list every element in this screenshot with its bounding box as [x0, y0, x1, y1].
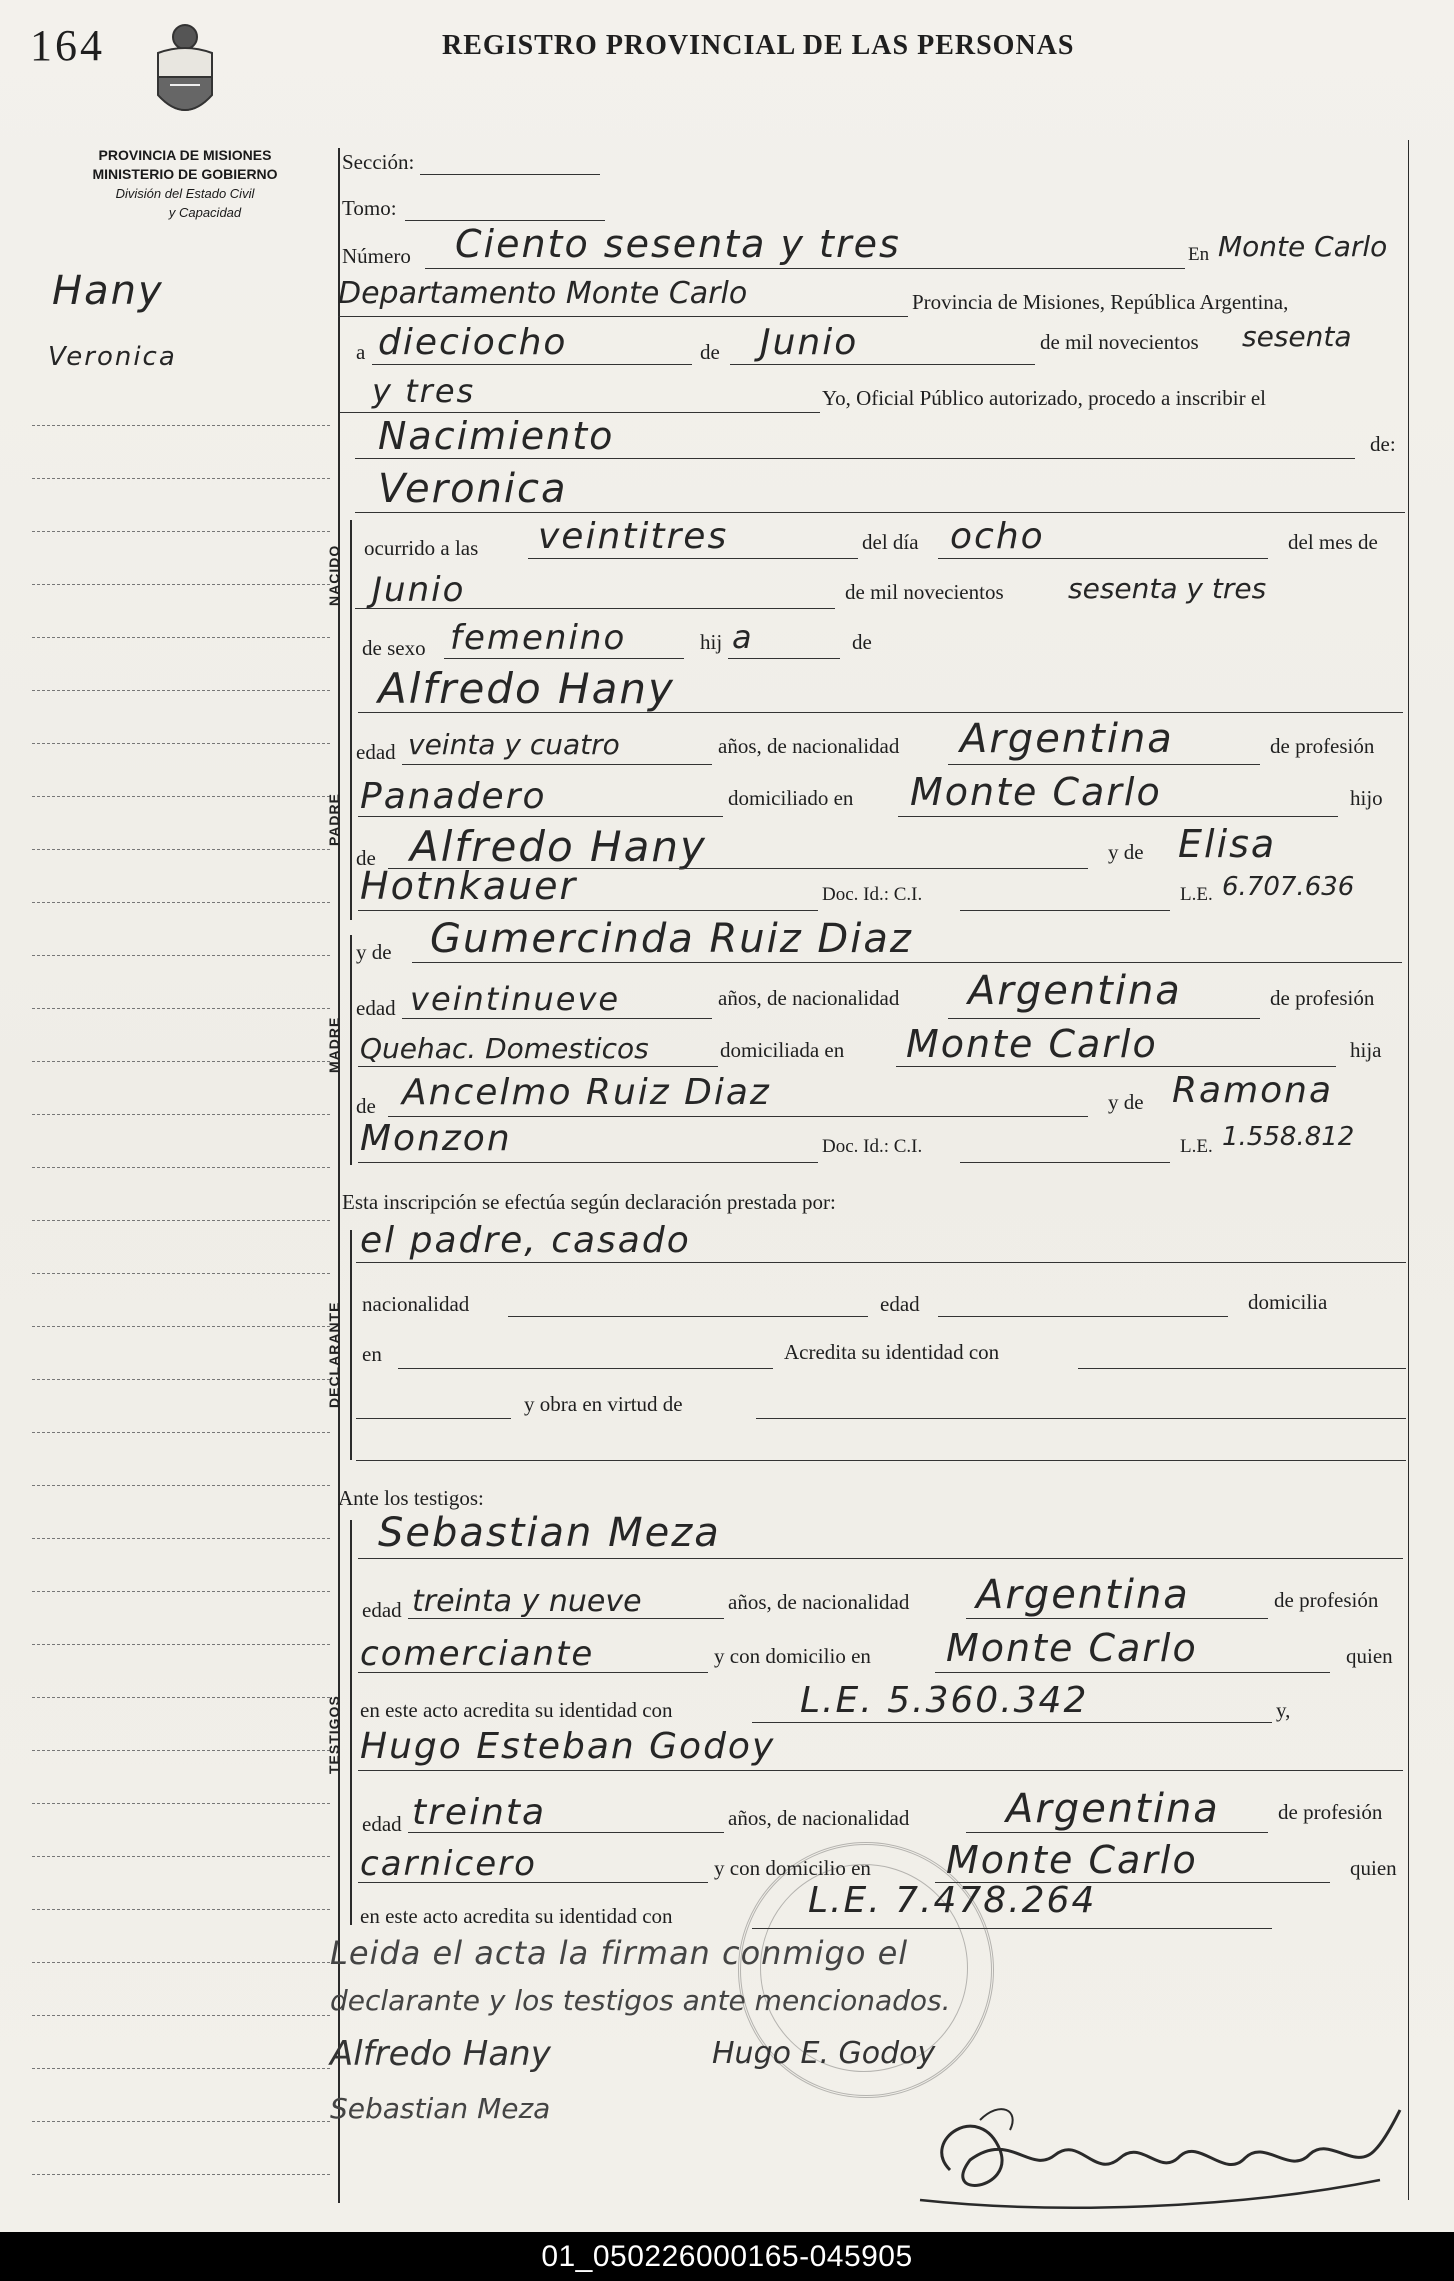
margin-rule [32, 1167, 330, 1168]
label-testigo1-nacionalidad: años, de nacionalidad [728, 1590, 910, 1614]
closing-line-1: Leida el acta la firman conmigo el [330, 1934, 909, 1972]
margin-given-name: Veronica [48, 342, 177, 372]
margin-rule [32, 1273, 330, 1274]
field-testigo2-nacionalidad: Argentina [1006, 1786, 1220, 1832]
rule [420, 174, 600, 175]
rule [960, 1162, 1170, 1163]
rule [938, 558, 1268, 559]
rule [358, 1558, 1403, 1559]
label-hija: hija [1350, 1038, 1382, 1062]
field-departamento: Departamento Monte Carlo [338, 276, 748, 311]
margin-rule [32, 1061, 330, 1062]
label-tomo: Tomo: [342, 196, 397, 220]
label-ante-testigos: Ante los testigos: [338, 1486, 484, 1510]
margin-rule [32, 1644, 330, 1645]
field-anio-1: sesenta [1242, 320, 1352, 353]
margin-rule [32, 1008, 330, 1009]
file-id-bar: 01_050226000165-045905 [0, 2232, 1454, 2281]
field-testigo2-edad: treinta [412, 1792, 547, 1833]
margin-rule [32, 1432, 330, 1433]
document-title: REGISTRO PROVINCIAL DE LAS PERSONAS [442, 30, 1075, 61]
label-testigo2-edad: edad [362, 1812, 402, 1836]
margin-rule [32, 531, 330, 532]
field-abuelo-paterno: Alfredo Hany [410, 822, 707, 871]
field-testigo2-profesion: carnicero [360, 1844, 537, 1884]
rule [355, 458, 1355, 459]
rule [388, 1116, 1088, 1117]
field-testigo1-identidad: L.E. 5.360.342 [800, 1680, 1089, 1721]
label-ocurrido: ocurrido a las [364, 536, 479, 560]
label-de-mil-novecientos-2: de mil novecientos [845, 580, 1004, 604]
rule [356, 1418, 511, 1419]
label-en: En [1188, 244, 1210, 265]
rule [356, 1460, 1406, 1461]
label-testigo1-edad: edad [362, 1598, 402, 1622]
label-de: de [700, 340, 720, 364]
margin-rule [32, 2015, 330, 2016]
margin-rule [32, 1591, 330, 1592]
testigos-bracket [350, 1520, 352, 1925]
label-madre-de: de [356, 1094, 376, 1118]
label-declarante-edad: edad [880, 1292, 920, 1316]
field-abuela-paterna-1: Elisa [1178, 822, 1277, 866]
field-testigo1-nacionalidad: Argentina [976, 1572, 1190, 1618]
field-testigo2-nombre: Hugo Esteban Godoy [360, 1726, 776, 1767]
field-testigo1-edad: treinta y nueve [412, 1584, 642, 1619]
label-de-mil-novecientos: de mil novecientos [1040, 330, 1199, 354]
rule [412, 962, 1402, 963]
margin-rule [32, 425, 330, 426]
field-mes-nac: Junio [372, 570, 466, 610]
label-padre-profesion: de profesión [1270, 734, 1375, 758]
rule [358, 1770, 1403, 1771]
label-madre-doc: Doc. Id.: C.I. [822, 1136, 923, 1157]
rule [408, 1618, 724, 1619]
label-del-dia: del día [862, 530, 919, 554]
rule [355, 512, 1405, 513]
margin-rule [32, 2121, 330, 2122]
label-madre-y-de: y de [356, 940, 392, 964]
rule [358, 816, 723, 817]
rule [896, 1066, 1336, 1067]
rule [425, 268, 1185, 269]
label-numero: Número [342, 244, 411, 268]
rule [338, 316, 908, 317]
closing-line-2: declarante y los testigos ante mencionados. [330, 1984, 951, 2017]
field-testigo2-identidad: L.E. 7.478.264 [808, 1880, 1097, 1921]
label-testigo2-domicilio: y con domicilio en [714, 1856, 871, 1880]
field-hij-suffix: a [732, 618, 754, 656]
rule [398, 1368, 773, 1369]
field-padre-le: 6.707.636 [1222, 872, 1355, 902]
label-testigo2-acredita: en este acto acredita su identidad con [360, 1904, 673, 1928]
rule [340, 412, 820, 413]
margin-surname: Hany [52, 268, 164, 314]
field-abuela-materna-2: Monzon [360, 1118, 512, 1159]
label-testigo2-profesion: de profesión [1278, 1800, 1383, 1824]
margin-rule [32, 849, 330, 850]
margin-rule [32, 1114, 330, 1115]
issuer-ministry: MINISTERIO DE GOBIERNO [92, 166, 278, 182]
rule [358, 910, 818, 911]
field-padre-nacionalidad: Argentina [960, 716, 1174, 762]
field-acto: Nacimiento [378, 414, 615, 458]
field-declarante: el padre, casado [360, 1220, 691, 1261]
label-madre-le: L.E. [1180, 1136, 1213, 1157]
label-seccion: Sección: [342, 150, 415, 174]
field-dia: dieciocho [378, 322, 568, 363]
field-padre-nombre: Alfredo Hany [378, 664, 675, 713]
label-testigo1-y: y, [1276, 1698, 1291, 1722]
rule [528, 558, 858, 559]
label-declarante-domicilia: domicilia [1248, 1290, 1328, 1314]
signature-sebastian-meza: Sebastian Meza [330, 2092, 551, 2125]
rule [358, 1162, 818, 1163]
margin-rule [32, 743, 330, 744]
declarante-bracket [350, 1230, 352, 1460]
padre-bracket [350, 720, 352, 920]
margin-rule [32, 2174, 330, 2175]
label-testigo1-quien: quien [1346, 1644, 1393, 1668]
rule [730, 364, 1035, 365]
margin-rule [32, 1485, 330, 1486]
label-testigo1-acredita: en este acto acredita su identidad con [360, 1698, 673, 1722]
officer-signature [880, 2080, 1410, 2220]
rule [935, 1672, 1330, 1673]
margin-rule [32, 690, 330, 691]
field-sexo: femenino [450, 618, 627, 658]
rule [405, 220, 605, 221]
label-de-colon: de: [1370, 432, 1396, 456]
field-abuela-paterna-2: Hotnkauer [360, 864, 578, 908]
rule [408, 1832, 724, 1833]
label-padre-domicilio: domiciliado en [728, 786, 854, 810]
field-en: Monte Carlo [1218, 230, 1388, 263]
field-anio-nac: sesenta y tres [1068, 572, 1267, 605]
rule [444, 658, 684, 659]
issuer-block [50, 146, 320, 222]
label-provincia-republica: Provincia de Misiones, República Argentina, [912, 290, 1289, 314]
label-testigo1-profesion: de profesión [1274, 1588, 1379, 1612]
field-padre-profesion: Panadero [360, 776, 547, 817]
label-nacido: NACIDO [326, 544, 342, 606]
field-testigo1-nombre: Sebastian Meza [378, 1510, 721, 1556]
margin-rule [32, 1962, 330, 1963]
margin-rule [32, 1697, 330, 1698]
field-padre-domicilio: Monte Carlo [910, 770, 1162, 814]
margin-rule [32, 1538, 330, 1539]
rule [355, 608, 835, 609]
label-de-sexo: de sexo [362, 636, 426, 660]
field-madre-le: 1.558.812 [1222, 1122, 1355, 1152]
label-padre-edad: edad [356, 740, 396, 764]
rule [1078, 1368, 1406, 1369]
label-madre-domicilio: domiciliada en [720, 1038, 845, 1062]
rule [728, 658, 840, 659]
rule [966, 1618, 1268, 1619]
label-madre-edad: edad [356, 996, 396, 1020]
rule [358, 1672, 708, 1673]
form-left-border [338, 148, 340, 2203]
margin-rule [32, 1220, 330, 1221]
signature-hugo-godoy: Hugo E. Godoy [712, 2036, 936, 2071]
label-del-mes: del mes de [1288, 530, 1378, 554]
margin-rule [32, 955, 330, 956]
label-padre-nacionalidad: años, de nacionalidad [718, 734, 900, 758]
field-mes: Junio [760, 322, 859, 363]
label-madre: MADRE [326, 1016, 342, 1074]
label-hijo: hijo [1350, 786, 1383, 810]
issuer-division: División del Estado Civil [115, 186, 255, 201]
label-testigo2-quien: quien [1350, 1856, 1397, 1880]
label-declarante-acredita: Acredita su identidad con [784, 1340, 1000, 1364]
field-hora: veintitres [538, 516, 729, 557]
label-de-2: de [852, 630, 872, 654]
margin-rule [32, 1379, 330, 1380]
rule [898, 816, 1338, 817]
label-oficial: Yo, Oficial Público autorizado, procedo a inscribir el [822, 386, 1267, 410]
rule [948, 1018, 1260, 1019]
rule [356, 1262, 1406, 1263]
label-padre-de: de [356, 846, 376, 870]
field-abuelo-materno: Ancelmo Ruiz Diaz [402, 1072, 771, 1113]
field-anio-2: y tres [372, 372, 476, 410]
rule [960, 910, 1170, 911]
field-nombre: Veronica [378, 466, 568, 512]
field-madre-nombre: Gumercinda Ruiz Diaz [430, 916, 913, 962]
field-numero: Ciento sesenta y tres [455, 222, 901, 266]
rule [752, 1722, 1272, 1723]
label-madre-nacionalidad: años, de nacionalidad [718, 986, 900, 1010]
rule [966, 1832, 1268, 1833]
label-testigo2-nacionalidad: años, de nacionalidad [728, 1806, 910, 1830]
margin-rule [32, 1326, 330, 1327]
rule [402, 764, 712, 765]
rule [358, 1066, 718, 1067]
field-madre-profesion: Quehac. Domesticos [360, 1032, 649, 1065]
label-declarante-nacionalidad: nacionalidad [362, 1292, 470, 1316]
label-padre: PADRE [326, 793, 342, 847]
rule [508, 1316, 868, 1317]
margin-rule [32, 478, 330, 479]
margin-rule [32, 796, 330, 797]
rule [402, 1018, 712, 1019]
field-testigo2-domicilio: Monte Carlo [946, 1838, 1198, 1882]
form-right-border [1408, 140, 1409, 2200]
field-madre-edad: veintinueve [410, 980, 621, 1018]
rule [948, 764, 1260, 765]
margin-rule [32, 637, 330, 638]
issuer-province: PROVINCIA DE MISIONES [98, 147, 272, 163]
label-inscripcion: Esta inscripción se efectúa según declaración prestada por: [342, 1190, 836, 1214]
issuer-division-2: y Capacidad [168, 205, 242, 220]
margin-rule [32, 2068, 330, 2069]
rule [372, 364, 692, 365]
label-declarante-obra: y obra en virtud de [524, 1392, 683, 1416]
margin-rule [32, 902, 330, 903]
label-madre-y-de-2: y de [1108, 1090, 1144, 1114]
label-hij: hij [700, 630, 723, 654]
field-padre-edad: veinta y cuatro [408, 728, 620, 761]
margin-rule [32, 1856, 330, 1857]
field-madre-domicilio: Monte Carlo [906, 1022, 1158, 1066]
margin-rule [32, 1909, 330, 1910]
madre-bracket [350, 935, 352, 1165]
label-padre-le: L.E. [1180, 884, 1213, 905]
label-a: a [356, 340, 366, 364]
signature-alfredo-hany: Alfredo Hany [330, 2034, 551, 2074]
label-padre-doc: Doc. Id.: C.I. [822, 884, 923, 905]
margin-rule [32, 1750, 330, 1751]
rule [358, 712, 1403, 713]
field-testigo1-profesion: comerciante [360, 1634, 595, 1674]
label-testigos: TESTIGOS [326, 1695, 342, 1775]
label-padre-y-de: y de [1108, 840, 1144, 864]
field-testigo1-domicilio: Monte Carlo [946, 1626, 1198, 1670]
field-abuela-materna-1: Ramona [1172, 1070, 1334, 1111]
page-number: 164 [30, 21, 105, 70]
label-declarante: DECLARANTE [326, 1301, 342, 1409]
coat-of-arms-icon [150, 15, 220, 130]
rule [358, 1882, 708, 1883]
margin-rule [32, 1803, 330, 1804]
rule [938, 1316, 1228, 1317]
label-madre-profesion: de profesión [1270, 986, 1375, 1010]
field-madre-nacionalidad: Argentina [968, 968, 1182, 1014]
label-testigo1-domicilio: y con domicilio en [714, 1644, 871, 1668]
label-declarante-en: en [362, 1342, 382, 1366]
margin-rule [32, 584, 330, 585]
rule [756, 1418, 1406, 1419]
field-dia-nac: ocho [950, 516, 1045, 557]
